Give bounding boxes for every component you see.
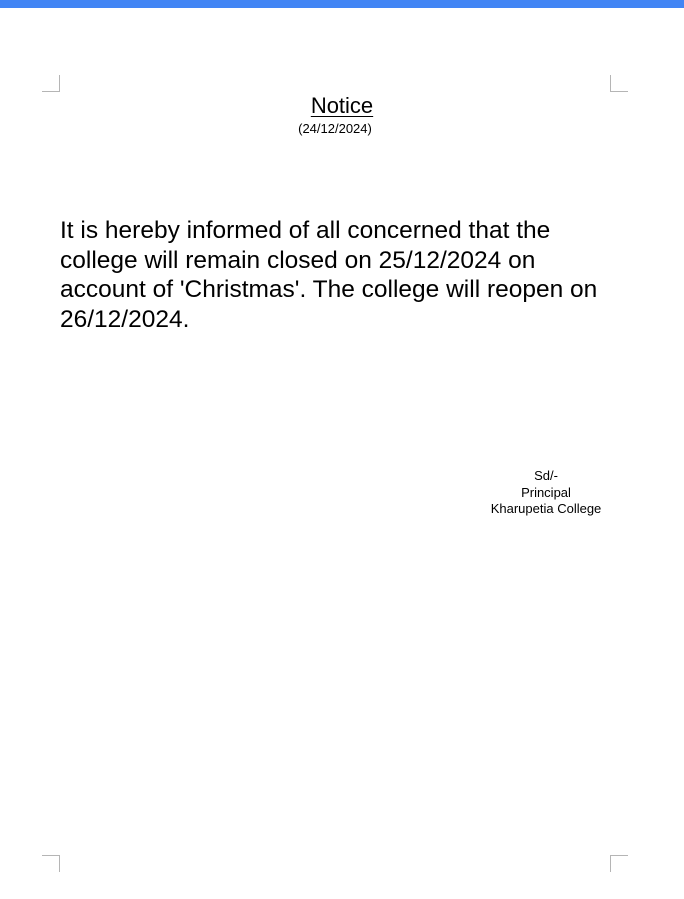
notice-date: (24/12/2024) [298,121,372,136]
signature-sd: Sd/- [534,468,558,483]
page-corner-marker-bottom-right [610,855,628,872]
page-corner-marker-top-left [42,75,60,92]
signature-designation: Principal [521,484,571,500]
notice-body: It is hereby informed of all concerned that the college will remain closed on 25/12/2024 on account of 'Christmas'. The college will reopen on 26/12/2024. [60,217,598,334]
signature-institution: Kharupetia College [490,501,602,516]
page-corner-marker-bottom-left [42,855,60,872]
top-accent-bar [0,0,684,8]
notice-title: Notice [310,93,374,118]
page-corner-marker-top-right [610,75,628,92]
signature-block [466,468,626,518]
